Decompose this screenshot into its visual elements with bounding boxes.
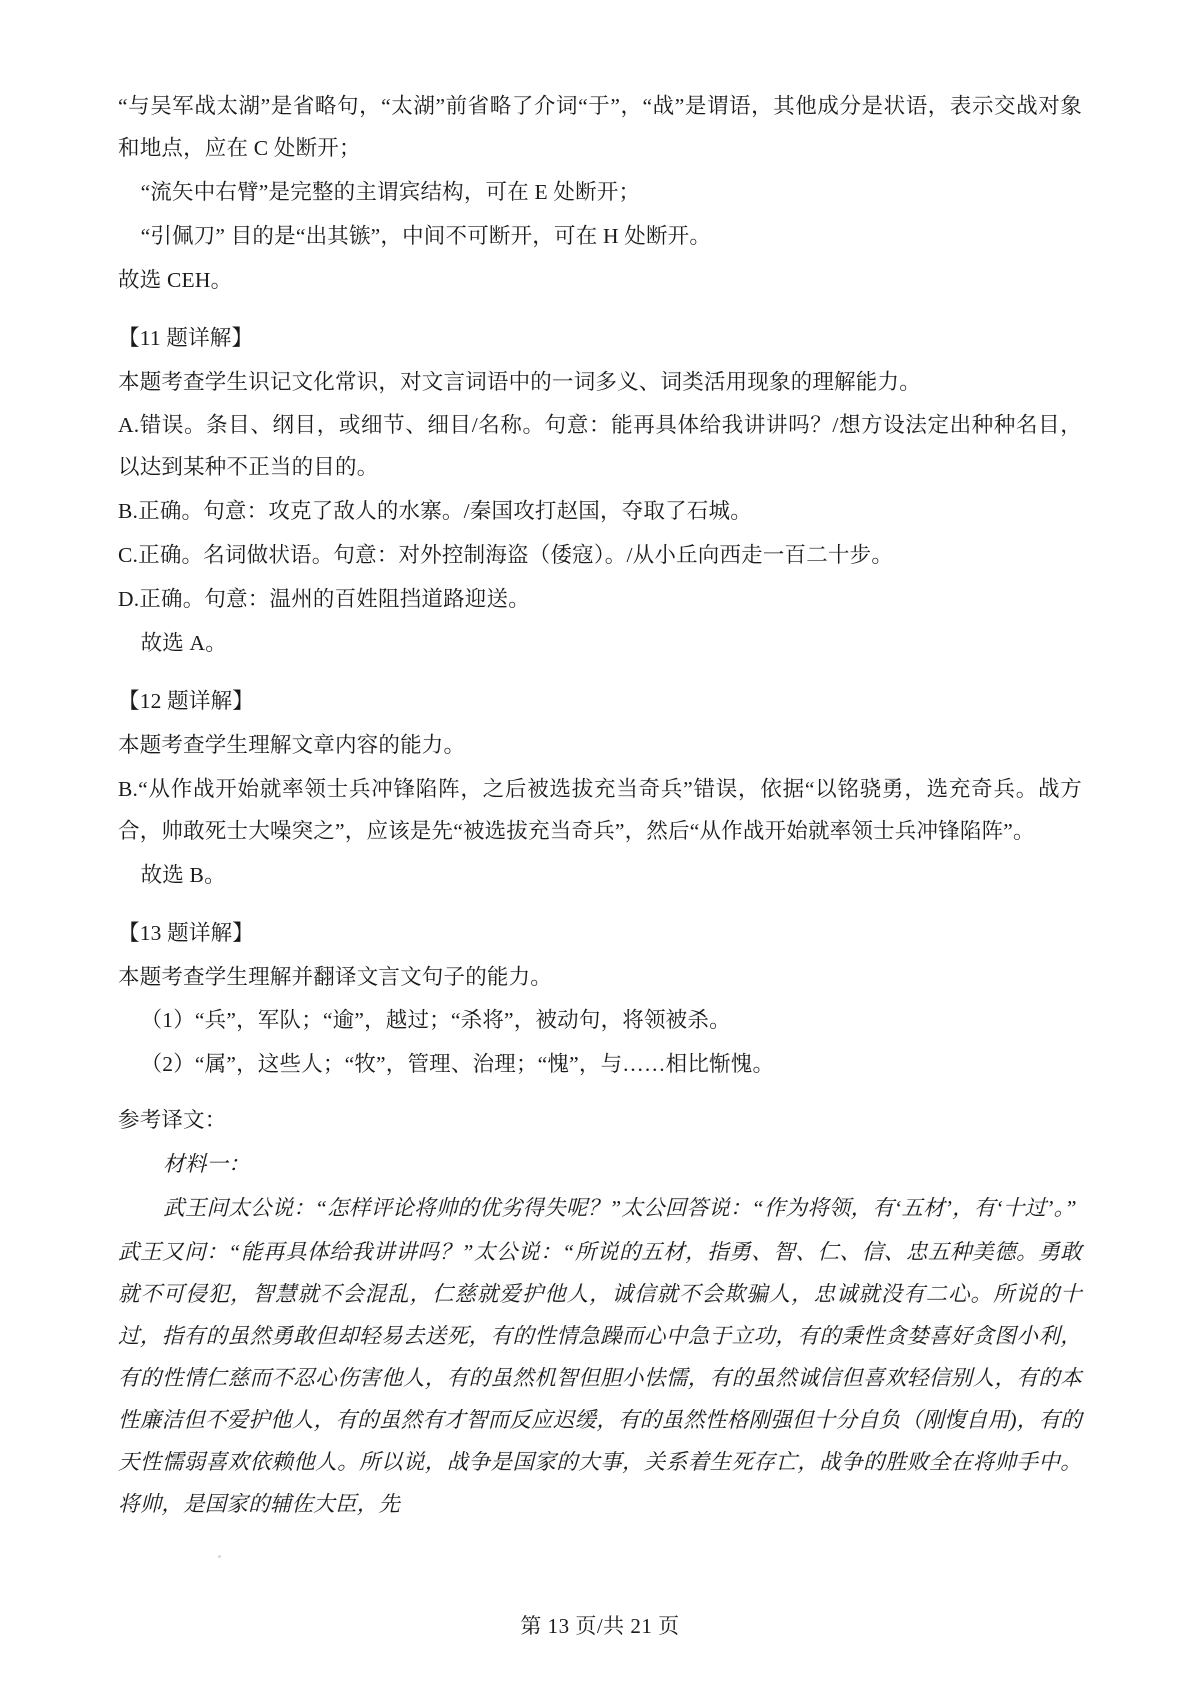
paragraph-option-b: B.正确。句意：攻克了敌人的水寨。/秦国攻打赵国，夺取了石城。 — [118, 499, 752, 524]
paragraph: 故选 CEH。 — [118, 267, 233, 292]
paragraph-option-a: A.错误。条目、纲目，或细节、细目/名称。句意：能再具体给我讲讲吗？/想方设法定出种种名目，以达到某种不正当的目的。 — [118, 413, 1082, 480]
paragraph: 本题考查学生理解并翻译文言文句子的能力。 — [118, 964, 553, 989]
scan-speck — [218, 1555, 221, 1558]
paragraph: “流矢中右臂”是完整的主谓宾结构，可在 E 处断开； — [140, 179, 641, 204]
paragraph: 本题考查学生理解文章内容的能力。 — [118, 732, 466, 757]
material-label: 材料一： — [163, 1152, 250, 1177]
section-heading-q13: 【13 题详解】 — [118, 920, 254, 945]
paragraph: “引佩刀” 目的是“出其镞”，中间不可断开，可在 H 处断开。 — [140, 223, 712, 248]
paragraph: 武王问太公说：“怎样评论将帅的优劣得失呢？”太公回答说：“作为将领，有‘五材’，有‘十过’。” — [163, 1196, 1077, 1221]
paragraph-option-b: B.“从作战开始就率领士兵冲锋陷阵，之后被选拔充当奇兵”错误，依据“以铭骁勇，选充奇兵。战方合，帅敢死士大噪突之”，应该是先“被选拔充当奇兵”，然后“从作战开始就率领士兵冲锋陷阵”。 — [118, 776, 1082, 843]
paragraph: 武王又问：“能再具体给我讲讲吗？”太公说：“所说的五材，指勇、智、仁、信、忠五种美德。勇敢就不可侵犯，智慧就不会混乱，仁慈就爱护他人，诚信就不会欺骗人，忠诚就没有二心。所说的十过，指有的虽然勇敢但却轻易去送死，有的性情急躁而心中急于立功，有的秉性贪婪喜好贪图小利，有的性情仁慈而不忍心伤害他人，有的虽然机智但胆小怯懦，有的虽然诚信但喜欢轻信别人，有的本性廉洁但不爱护他人，有的虽然有才智而反应迟缓，有的虽然性格刚强但十分自负（刚愎自用)，有的天性懦弱喜欢依赖他人。所以说，战争是国家的大事，关系着生死存亡，战争的胜败全在将帅手中。将帅，是国家的辅佐大臣，先 — [118, 1240, 1082, 1516]
document-body — [118, 86, 1082, 1526]
paragraph-item-2: （2）“属”，这些人；“牧”，管理、治理；“愧”，与……相比惭愧。 — [140, 1052, 775, 1077]
paragraph-answer: 故选 B。 — [140, 862, 226, 887]
paragraph-option-d: D.正确。句意：温州的百姓阻挡道路迎送。 — [118, 587, 530, 612]
paragraph: 本题考查学生识记文化常识，对文言词语中的一词多义、词类活用现象的理解能力。 — [118, 369, 921, 394]
paragraph: “与吴军战太湖”是省略句，“太湖”前省略了介词“于”，“战”是谓语，其他成分是状语，表示交战对象和地点，应在 C 处断开； — [118, 94, 1082, 160]
paragraph-option-c: C.正确。名词做状语。句意：对外控制海盗（倭寇）。/从小丘向西走一百二十步。 — [118, 543, 894, 568]
page-footer: 第 13 页/共 21 页 — [520, 1614, 680, 1638]
section-heading-q12: 【12 题详解】 — [118, 688, 254, 713]
section-heading-q11: 【11 题详解】 — [118, 325, 254, 350]
paragraph-answer: 故选 A。 — [140, 631, 227, 656]
reference-translation-block — [118, 1144, 1082, 1525]
reference-translation-label: 参考译文： — [118, 1108, 227, 1133]
paragraph-item-1: （1）“兵”，军队；“逾”，越过；“杀将”，被动句，将领被杀。 — [140, 1008, 731, 1033]
